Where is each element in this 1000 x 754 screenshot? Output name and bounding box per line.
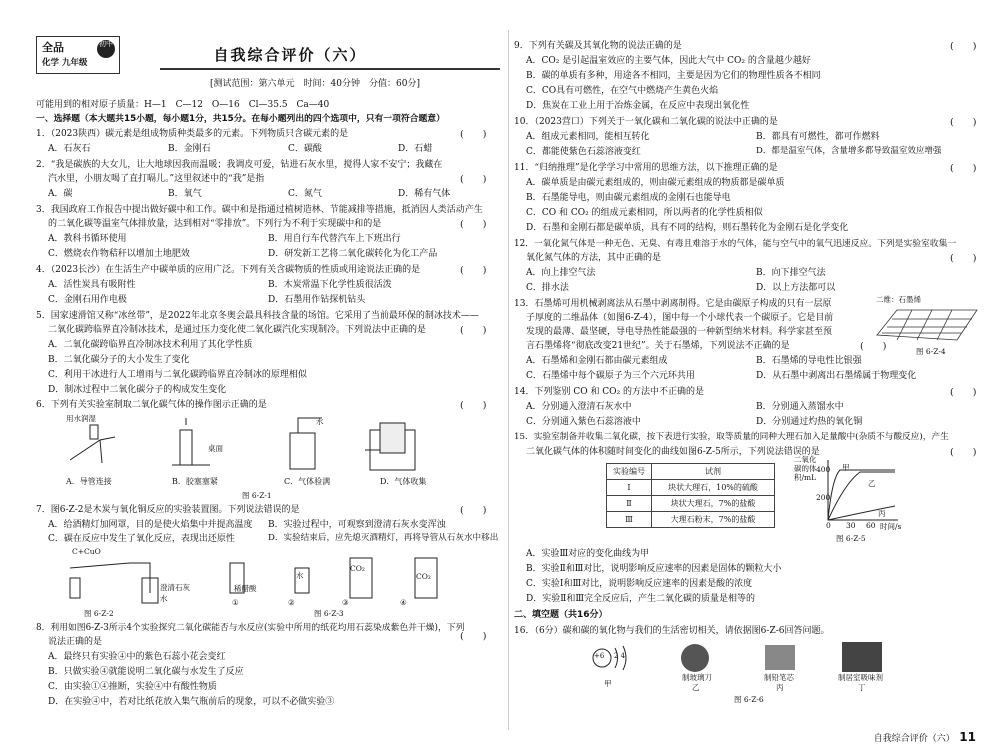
q9-option-c[interactable]: C．CO具有可燃性，在空气中燃烧产生黄色火焰 bbox=[526, 86, 719, 96]
q13-answer-bracket[interactable]: ( ) bbox=[860, 341, 887, 352]
q13-option-c[interactable]: C．石墨烯中每个碳原子为三个六元环共用 bbox=[526, 371, 695, 381]
fig6-label-jia: 甲 bbox=[604, 679, 612, 688]
fig-6-z-3-caption: 图 6-Z-3 bbox=[314, 609, 344, 618]
page-title: 自我综合评价（六） bbox=[213, 46, 367, 64]
fig-d-collect bbox=[365, 423, 415, 470]
brand-subject: 化学 九年级 bbox=[42, 58, 88, 68]
atom-nucleus-label: +6 bbox=[594, 652, 605, 660]
q12-stem-1: 12．一氧化氮气体是一种无色、无臭、有毒且难溶于水的气体，能与空气中的氧气迅速反应。下列是实验室收集一 bbox=[514, 239, 957, 249]
q8-stem-2: 说法正确的是 bbox=[48, 637, 103, 647]
fig-6-z-2-caption: 图 6-Z-2 bbox=[84, 609, 114, 618]
q2-answer-bracket[interactable]: ( ) bbox=[460, 174, 487, 185]
q14-stem: 14．下列鉴别 CO 和 CO₂ 的方法中不正确的是 bbox=[514, 387, 705, 397]
q15-option-d[interactable]: D．实验Ⅱ和Ⅲ完全反应后，产生二氧化碳的质量是相等的 bbox=[526, 594, 756, 604]
q14-option-c[interactable]: C．分别通入紫色石蕊溶液中 bbox=[526, 417, 641, 427]
q13-option-a[interactable]: A．石墨烯和金刚石都由碳元素组成 bbox=[526, 356, 668, 366]
table-row bbox=[607, 496, 775, 512]
curve-label-yi: 乙 bbox=[868, 479, 876, 488]
q5-stem-1: 5．国家速滑馆又称“冰丝带”，是2022年北京冬奥会最具科技含量的场馆。它采用了当前最环保的制冰技术—— bbox=[36, 311, 479, 321]
q5-answer-bracket[interactable]: ( ) bbox=[460, 325, 487, 336]
q6-label-desk: 桌面 bbox=[208, 444, 223, 453]
table-cell: Ⅱ bbox=[607, 496, 652, 512]
q4-option-a[interactable]: A．活性炭具有吸附性 bbox=[48, 280, 136, 290]
atom-electron-label: 2 4 bbox=[614, 652, 626, 660]
q4-option-d[interactable]: D．石墨用作钻探机钻头 bbox=[268, 295, 366, 305]
table-header-cell: 试剂 bbox=[652, 464, 775, 480]
atomic-masses: 可能用到的相对原子质量：H—1 C—12 O—16 Cl—35.5 Ca—40 bbox=[36, 100, 330, 110]
q14-option-d[interactable]: D．分别通过灼热的氧化铜 bbox=[756, 417, 863, 427]
table-header-cell: 实验编号 bbox=[607, 464, 652, 480]
q13-stem-4: 言石墨烯将“彻底改变21世纪”。关于石墨烯，下列说法不正确的是 bbox=[526, 341, 790, 351]
q4-option-b[interactable]: B．木炭常温下化学性质很活泼 bbox=[268, 280, 392, 290]
fig3-num-2: ② bbox=[288, 598, 295, 607]
q11-option-c[interactable]: C．CO 和 CO₂ 的组成元素相同，所以两者的化学性质相似 bbox=[526, 208, 763, 218]
q15-answer-bracket[interactable]: ( ) bbox=[950, 447, 977, 458]
q9-option-a[interactable]: A．CO₂ 是引起温室效应的主要气体，因此大气中 CO₂ 的含量越少越好 bbox=[526, 56, 811, 66]
q5-option-d[interactable]: D．制冰过程中二氧化碳分子的构成发生变化 bbox=[48, 385, 227, 395]
fig6-label-knife: 制玻璃刀 bbox=[682, 673, 712, 682]
q7-stem: 7．图6-Z-2是木炭与氧化铜反应的实验装置图。下列说法错误的是 bbox=[36, 505, 300, 515]
q1-option-c[interactable]: C．碳酸 bbox=[288, 144, 322, 154]
q2-stem-2: 汽水里，小朋友喝了直打嗝儿。”这里叙述中的“我”是指 bbox=[48, 174, 265, 184]
q5-option-c[interactable]: C．利用干冰进行人工增雨与二氧化碳跨临界直冷制冰的原理相似 bbox=[48, 370, 307, 380]
q2-stem-1: 2．“我是碳族的大女儿，让大地球因我而温暖；我调皮可爱，钻进石灰水里，搅得人家不安宁；我藏在 bbox=[36, 160, 443, 170]
curve-label-bing: 丙 bbox=[878, 509, 886, 518]
fig3-num-3: ③ bbox=[342, 598, 349, 607]
q10-option-d[interactable]: D．都是温室气体，含量增多都导致温室效应增强 bbox=[756, 146, 942, 156]
graph-x-30: 30 bbox=[846, 521, 856, 530]
q3-stem-1: 3．我国政府工作报告中提出做好碳中和工作。碳中和是指通过植树造林、节能减排等措施，抵消因人类活动产生 bbox=[36, 205, 483, 215]
fig6-label-yi: 乙 bbox=[692, 683, 700, 692]
q7-option-b[interactable]: B．实验过程中，可观察到澄清石灰水变浑浊 bbox=[268, 520, 446, 530]
q6-answer-bracket[interactable]: ( ) bbox=[460, 400, 487, 411]
graph-x-60: 60 bbox=[866, 521, 876, 530]
q6-option-d[interactable]: D．气体收集 bbox=[380, 477, 427, 486]
footer-title: 自我综合评价（六） bbox=[873, 734, 951, 744]
q9-stem: 9．下列有关碳及其氧化物的说法正确的是 bbox=[514, 41, 682, 51]
table-cell: Ⅲ bbox=[607, 512, 652, 528]
q12-option-a[interactable]: A．向上排空气法 bbox=[526, 268, 596, 278]
fig6-label-deodorizer: 制居室吸味剂 bbox=[838, 673, 883, 682]
q7-option-a[interactable]: A．给酒精灯加网罩，目的是使火焰集中并提高温度 bbox=[48, 520, 253, 530]
q3-stem-2: 的二氧化碳等温室气体排放量，达到相对“零排放”。下列行为不利于实现碳中和的是 bbox=[48, 219, 382, 229]
pencil-lead-photo bbox=[765, 645, 795, 670]
q13-option-b[interactable]: B．石墨烯的导电性比银强 bbox=[756, 356, 862, 366]
q2-option-b[interactable]: B．氧气 bbox=[168, 189, 202, 199]
q15-experiment-table bbox=[606, 463, 775, 528]
q8-option-a[interactable]: A．最终只有实验④中的紫色石蕊小花会变红 bbox=[48, 652, 226, 662]
deodorizer-photo bbox=[842, 642, 882, 672]
q6-option-b[interactable]: B．胶塞塞紧 bbox=[172, 477, 218, 486]
fig-6-z-5-caption: 图 6-Z-5 bbox=[836, 534, 866, 543]
q9-option-d[interactable]: D．焦炭在工业上用于冶炼金属，在反应中表现出氧化性 bbox=[526, 101, 750, 111]
fig3-label-vinegar: 稀醋酸 bbox=[234, 584, 257, 593]
q14-option-a[interactable]: A．分别通入澄清石灰水中 bbox=[526, 402, 632, 412]
q9-option-b[interactable]: B．碳的单质有多种，用途各不相同，主要是因为它们的物理性质各不相同 bbox=[526, 71, 821, 81]
table-header-row bbox=[607, 464, 775, 480]
q4-option-c[interactable]: C．金刚石用作电极 bbox=[48, 295, 127, 305]
q15-graph bbox=[820, 458, 900, 528]
q7-option-d[interactable]: D．实验结束后，应先熄灭酒精灯，再将导管从石灰水中移出 bbox=[268, 533, 499, 543]
q6-option-c[interactable]: C．气体验满 bbox=[284, 477, 331, 486]
fig-6-z-6-caption: 图 6-Z-6 bbox=[734, 695, 764, 704]
q12-option-d[interactable]: D．以上方法都可以 bbox=[756, 283, 836, 293]
fig-b-stopper bbox=[172, 418, 210, 465]
q5-option-a[interactable]: A．二氧化碳跨临界直冷制冰技术利用了其化学性质 bbox=[48, 340, 253, 350]
fig3-num-1: ① bbox=[232, 598, 239, 607]
q4-stem: 4．（2023长沙）在生活生产中碳单质的应用广泛。下列有关含碳物质的性质或用途说法正确的是 bbox=[36, 265, 421, 275]
title-rule bbox=[160, 68, 500, 70]
q12-answer-bracket[interactable]: ( ) bbox=[950, 253, 977, 264]
graphene-lattice bbox=[877, 310, 977, 340]
brand-box bbox=[36, 36, 120, 74]
table-cell: 块状大理石，7%的盐酸 bbox=[652, 496, 775, 512]
q1-answer-bracket[interactable]: ( ) bbox=[460, 129, 487, 140]
q15-stem-1: 15．实验室制备并收集二氧化碳，按下表进行实验，取等质量的同种大理石加入足量酸中(杂质不与酸反应)，产生 bbox=[514, 432, 949, 442]
q6-label-wet: 用水润湿 bbox=[66, 414, 96, 423]
graph-axes bbox=[828, 460, 898, 520]
q15-stem-2: 二氧化碳气体的体积随时间变化的曲线如图6-Z-5所示，下列说法错误的是 bbox=[526, 447, 820, 457]
table-row bbox=[607, 480, 775, 496]
fig3-label-water: 水 bbox=[296, 571, 304, 580]
graphene-label: 二维：石墨烯 bbox=[876, 295, 921, 304]
q15-option-a[interactable]: A．实验Ⅲ对应的变化曲线为甲 bbox=[526, 549, 650, 559]
q13-stem-3: 发现的最薄、最坚硬，导电导热性能最强的一种新型纳米材料。科学家甚至预 bbox=[526, 327, 833, 337]
test-meta: [测试范围：第六单元 时间：40分钟 分值：60分] bbox=[210, 79, 420, 89]
q2-option-a[interactable]: A．碳 bbox=[48, 189, 73, 199]
q3-option-d[interactable]: D．研发新工艺将二氧化碳转化为化工产品 bbox=[268, 249, 438, 259]
q6-label-water: 水 bbox=[316, 417, 324, 426]
fig-6-z-1-caption: 图 6-Z-1 bbox=[242, 491, 272, 500]
q11-option-a[interactable]: A．碳单质是由碳元素组成的，则由碳元素组成的物质都是碳单质 bbox=[526, 178, 785, 188]
graphene-figure bbox=[872, 305, 982, 345]
q8-option-d[interactable]: D．在实验④中，若对比纸花放入集气瓶前后的现象，可以不必做实验③ bbox=[48, 697, 335, 707]
fig6-label-bing: 丙 bbox=[776, 683, 784, 692]
fig-6-z-4-caption: 图 6-Z-4 bbox=[916, 347, 946, 356]
q14-answer-bracket[interactable]: ( ) bbox=[950, 387, 977, 398]
graph-xlabel: 时间/s bbox=[880, 522, 902, 531]
graph-y-400: 400 bbox=[816, 465, 831, 474]
fig-6-z-2-apparatus bbox=[70, 563, 158, 603]
q7-option-c[interactable]: C．碳在反应中发生了氧化反应，表现出还原性 bbox=[48, 534, 235, 544]
q1-option-a[interactable]: A．石灰石 bbox=[48, 144, 91, 154]
q3-option-b[interactable]: B．用自行车代替汽车上下班出行 bbox=[268, 234, 401, 244]
q10-option-b[interactable]: B．都具有可燃性，都可作燃料 bbox=[756, 132, 880, 142]
q9-answer-bracket[interactable]: ( ) bbox=[950, 41, 977, 52]
q2-option-d[interactable]: D．稀有气体 bbox=[398, 189, 451, 199]
fig3-num-4: ④ bbox=[400, 598, 407, 607]
graph-y-200: 200 bbox=[816, 493, 831, 502]
curve-label-jia: 甲 bbox=[842, 463, 850, 472]
q12-option-c[interactable]: C．排水法 bbox=[526, 283, 569, 293]
page-number: 11 bbox=[959, 730, 976, 744]
q5-option-b[interactable]: B．二氧化碳分子的大小发生了变化 bbox=[48, 355, 190, 365]
fig6-label-ding: 丁 bbox=[858, 683, 866, 692]
brand-badge: 初中 bbox=[97, 40, 115, 58]
q6-stem: 6．下列有关实验室制取二氧化碳气体的操作图示正确的是 bbox=[36, 400, 267, 410]
q13-stem-2: 子厚度的二维晶体（如图6-Z-4），图中每一个小球代表一个碳原子。它是目前 bbox=[526, 313, 834, 323]
q3-option-c[interactable]: C．燃烧农作物秸秆以增加土地肥效 bbox=[48, 249, 190, 259]
fig2-label-limewater: 澄清石灰水 bbox=[160, 583, 190, 603]
q11-option-d[interactable]: D．石墨和金刚石都是碳单质，具有不同的结构，则石墨转化为金刚石是化学变化 bbox=[526, 223, 849, 233]
glass-cutter-photo bbox=[681, 644, 709, 672]
fig-6-z-3-experiments bbox=[230, 558, 437, 598]
q12-stem-2: 氧化氮气体的方法，其中正确的是 bbox=[526, 253, 662, 263]
section-choice: 一、选择题（本大题共15小题，每小题1分，共15分。在每小题列出的四个选项中，只有一项符合题意） bbox=[36, 114, 445, 124]
column-divider bbox=[508, 30, 509, 730]
q8-answer-bracket[interactable]: ( ) bbox=[460, 631, 487, 642]
q14-option-b[interactable]: B．分别通入蒸馏水中 bbox=[756, 402, 844, 412]
q10-option-c[interactable]: C．都能使紫色石蕊溶液变红 bbox=[526, 147, 641, 157]
brand-name: 全品 bbox=[42, 41, 64, 54]
q3-answer-bracket[interactable]: ( ) bbox=[460, 219, 487, 230]
section-fill-in: 二、填空题（共16分） bbox=[514, 610, 608, 620]
table-row bbox=[607, 512, 775, 528]
table-cell: Ⅰ bbox=[607, 480, 652, 496]
q11-answer-bracket[interactable]: ( ) bbox=[950, 163, 977, 174]
q1-option-b[interactable]: B．金刚石 bbox=[168, 144, 211, 154]
fig-a-tube-connect bbox=[70, 425, 115, 463]
q10-option-a[interactable]: A．组成元素相同，能相互转化 bbox=[526, 132, 650, 142]
fig6-label-pencil: 制铅笔芯 bbox=[764, 673, 794, 682]
table-cell: 大理石粉末，7%的盐酸 bbox=[652, 512, 775, 528]
q3-option-a[interactable]: A．教科书循环使用 bbox=[48, 234, 127, 244]
q15-option-b[interactable]: B．实验Ⅱ和Ⅲ对比，说明影响反应速率的因素是固体的颗粒大小 bbox=[526, 564, 782, 574]
q7-answer-bracket[interactable]: ( ) bbox=[460, 505, 487, 516]
q10-stem: 10．（2023营口）下列关于一氧化碳和二氧化碳的说法中正确的是 bbox=[514, 117, 778, 127]
q2-option-c[interactable]: C．氮气 bbox=[288, 189, 322, 199]
q1-stem: 1．（2023陕西）碳元素是组成物质种类最多的元素。下列物质只含碳元素的是 bbox=[36, 129, 349, 139]
q8-option-b[interactable]: B．只做实验④就能说明二氧化碳与水发生了反应 bbox=[48, 667, 244, 677]
q6-figure bbox=[60, 415, 440, 485]
q13-stem-1: 13．石墨烯可用机械剥离法从石墨中剥离制得。它是由碳原子构成的只有一层原 bbox=[514, 299, 832, 309]
page-footer bbox=[874, 730, 976, 744]
q8-stem-1: 8．利用如图6-Z-3所示4个实验探究二氧化碳能否与水反应(实验中所用的纸花均用石蕊染成紫色并干燥)，下列 bbox=[36, 623, 465, 633]
q5-stem-2: 二氧化碳跨临界直冷制冰技术，是通过压力变化使二氧化碳汽化实现制冷。下列说法中正确的是 bbox=[48, 325, 427, 335]
q15-option-c[interactable]: C．实验Ⅰ和Ⅲ对比，说明影响反应速率的因素是酸的浓度 bbox=[526, 579, 753, 589]
q11-option-b[interactable]: B．石墨能导电，则由碳元素组成的金刚石也能导电 bbox=[526, 193, 731, 203]
q8-option-c[interactable]: C．由实验①④推断，实验④中有酸性物质 bbox=[48, 682, 217, 692]
q11-stem: 11．“归纳推理”是化学学习中常用的思维方法，以下推理正确的是 bbox=[514, 163, 778, 173]
q4-answer-bracket[interactable]: ( ) bbox=[460, 265, 487, 276]
q6-option-a[interactable]: A．导管连接 bbox=[66, 477, 112, 486]
q10-answer-bracket[interactable]: ( ) bbox=[950, 117, 977, 128]
q16-stem: 16．（6分）碳和碳的氧化物与我们的生活密切相关，请依据图6-Z-6回答问题。 bbox=[514, 626, 830, 636]
graph-ylabel: 二氧化碳的体积/mL bbox=[794, 455, 817, 482]
fig3-label-co2-b: CO₂ bbox=[416, 572, 431, 581]
fig3-label-co2-a: CO₂ bbox=[350, 564, 365, 573]
q1-option-d[interactable]: D．石蜡 bbox=[398, 144, 433, 154]
q13-option-d[interactable]: D．从石墨中剥离出石墨烯属于物理变化 bbox=[756, 371, 917, 381]
fig2-label-reactants: C+CuO bbox=[72, 547, 101, 556]
table-cell: 块状大理石，10%的硫酸 bbox=[652, 480, 775, 496]
q12-option-b[interactable]: B．向下排空气法 bbox=[756, 268, 826, 278]
graph-x-0: 0 bbox=[826, 521, 831, 530]
